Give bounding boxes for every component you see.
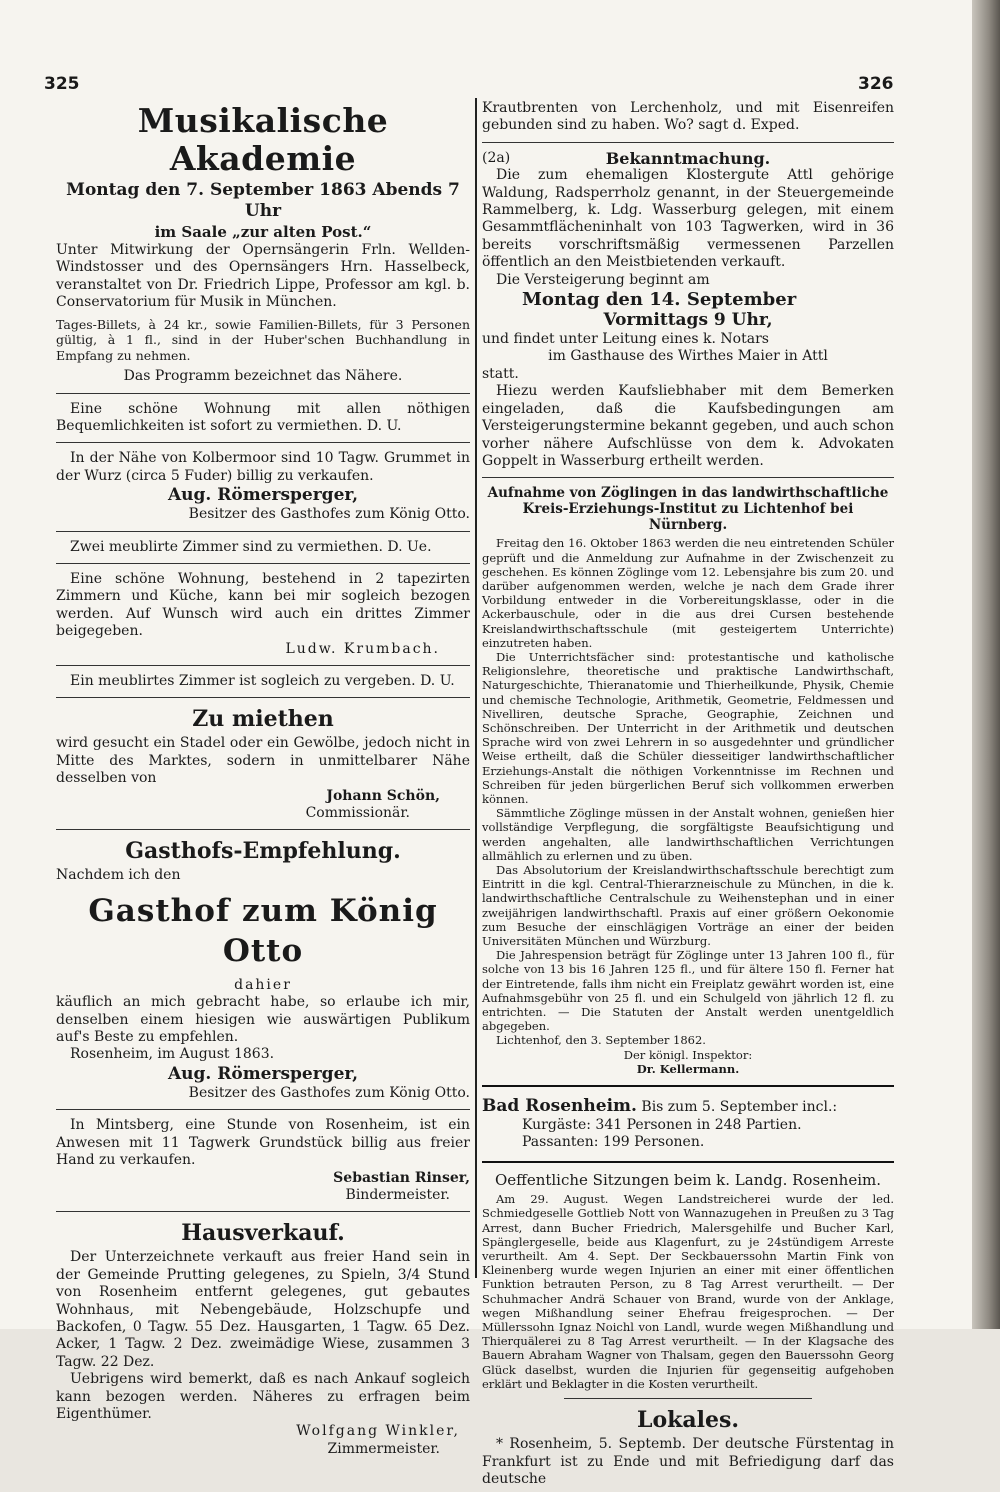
separator	[482, 477, 894, 478]
ad-krautbrenten: Krautbrenten von Lerchenholz, und mit Eisenreifen gebunden sind zu haben. Wo? sagt d. Exped.	[482, 100, 894, 134]
anwesen-body: In Mintsberg, eine Stunde von Rosenheim, ist ein Anwesen mit 11 Tagwerk Grundstück billig aus freier Hand zu verkaufen.	[56, 1117, 470, 1169]
ad-wohnung-1: Eine schöne Wohnung mit allen nöthigen Bequemlichkeiten ist sofort zu vermiethen. D. U.	[56, 400, 470, 434]
separator-short	[564, 1398, 811, 1399]
right-column	[482, 100, 894, 1492]
page-number-right: 326	[858, 74, 894, 94]
bad-kurgaeste: Kurgäste: 341 Personen in 248 Partien.	[522, 1117, 802, 1134]
hausverkauf-body-2: Uebrigens wird bemerkt, daß es nach Ankauf sogleich kann bezogen werden. Näheres zu erfragen beim Eigenthümer.	[56, 1371, 470, 1422]
gasthof-body: käuflich an mich gebracht habe, so erlaube ich mir, denselben einem hiesigen wie auswärtigen Publikum auf's Beste zu empfehlen.	[56, 994, 470, 1046]
grummet-signature: Aug. Römersperger,	[167, 485, 359, 506]
miethen-title: Zu miethen	[192, 706, 334, 733]
hausverkauf-body: Der Unterzeichnete verkauft aus freier Hand sein in der Gemeinde Prutting gelegenes, zu Spieln, 3/4 Stund von Rosenheim entfernt gelegenes, gut gebautes Wohnhaus, mit Nebengebäude, Holzschupfe und Backofen, 0 Tagw. 55 Dez. Hausgarten, 1 Tagw. 65 Dez. Acker, 1 Tagw. 2 Dez. zweimädige Wiese, zusammen 3 Tagw. 22 Dez.	[56, 1249, 470, 1370]
ad-bad-rosenheim	[482, 1096, 894, 1152]
separator	[56, 1109, 470, 1110]
gasthof-dahier: dahier	[234, 976, 292, 993]
bad-passanten: Passanten: 199 Personen.	[522, 1134, 705, 1151]
separator	[56, 563, 470, 564]
ad-akademie	[56, 102, 470, 386]
wohnung-2-signature: Ludw. Krumbach.	[285, 640, 440, 657]
gasthof-title: Gasthofs-Empfehlung.	[125, 838, 401, 865]
bekanntmachung-statt: statt.	[482, 365, 519, 382]
separator	[56, 531, 470, 532]
bekanntmachung-time: Vormittags 9 Uhr,	[603, 310, 773, 331]
separator	[56, 1211, 470, 1212]
separator	[56, 829, 470, 830]
gasthof-signature: Aug. Römersperger,	[167, 1063, 359, 1084]
akademie-body: Unter Mitwirkung der Opernsängerin Frln. Wellden-Windstosser und des Opernsängers Hrn. Hasselbeck, veranstaltet von Dr. Friedrich Lippe, Professor am kgl. b. Conservatorium für Musik in München.	[56, 242, 470, 311]
bekanntmachung-place: im Gasthause des Wirthes Maier in Attl	[548, 348, 828, 365]
hausverkauf-title: Hausverkauf.	[181, 1220, 345, 1247]
left-column	[56, 100, 470, 1462]
ad-bekanntmachung	[482, 150, 894, 471]
gasthof-role: Besitzer des Gasthofes zum König Otto.	[188, 1084, 470, 1101]
ad-aufnahme	[482, 485, 894, 1076]
ad-sitzungen	[482, 1172, 894, 1391]
separator-thick	[482, 1161, 894, 1163]
ad-zimmer-1: Ein meublirtes Zimmer ist sogleich zu vergeben. D. U.	[70, 673, 455, 689]
aufnahme-p3: Sämmtliche Zöglinge müssen in der Anstalt wohnen, genießen hier vollständige Verpflegung, die sorgfältigste Beaufsichtigung und werden angehalten, alle landwirthschaftlichen Verrichtungen allmählich zu erlernen und zu üben.	[482, 806, 894, 863]
miethen-role: Commissionär.	[305, 805, 410, 822]
page-edge-shadow	[972, 0, 1000, 1329]
gasthof-big-name: Gasthof zum König Otto	[88, 892, 438, 969]
ad-anwesen	[56, 1117, 470, 1204]
lokales-title: Lokales.	[636, 1407, 740, 1434]
page-number-left: 325	[44, 74, 80, 94]
akademie-date: Montag den 7. September 1863 Abends 7 Uhr	[66, 180, 460, 221]
aufnahme-signature: Dr. Kellermann.	[636, 1061, 740, 1076]
separator	[482, 142, 894, 143]
anwesen-signature: Sebastian Rinser,	[333, 1169, 470, 1186]
bad-until: Bis zum 5. September incl.:	[641, 1099, 838, 1116]
lokales-body: * Rosenheim, 5. Septemb. Der deutsche Fürstentag in Frankfurt ist zu Ende und mit Befriedigung darf das deutsche	[482, 1436, 894, 1487]
aufnahme-title: Aufnahme von Zöglingen in das landwirthschaftliche Kreis-Erziehungs-Institut zu Lichtenhof bei Nürnberg.	[487, 485, 889, 534]
bekanntmachung-mid: und findet unter Leitung eines k. Notars	[482, 331, 769, 348]
ad-hausverkauf	[56, 1219, 470, 1458]
grummet-role: Besitzer des Gasthofes zum König Otto.	[188, 506, 470, 523]
separator	[56, 665, 470, 666]
bekanntmachung-date: Montag den 14. September	[522, 289, 797, 311]
aufnahme-p2: Die Unterrichtsfächer sind: protestantische und katholische Religionslehre, theoretische und praktische Landwirthschaft, Naturgeschichte, Thieranatomie und Thierheilkunde, Physik, Chemie und chemische Technologie, Arithmetik, Geometrie, Feldmessen und Nivelliren, deutsche Sprache, Geographie, Zeichnen und Schönschreiben. Der Unterricht in der Arithmetik und deutschen Sprache wird von zwei Lehrern in so ausgedehnter und gründlicher Weise ertheilt, daß die Schüler diesseitiger landwirthschaftlicher Erziehungs-Anstalt die nöthigen Vorkenntnisse im Rechnen und Schreiben für jeden bürgerlichen Beruf sich vollkommen erwerben können.	[482, 649, 894, 806]
aufnahme-p4: Das Absolutorium der Kreislandwirthschaftsschule berechtigt zum Eintritt in die kgl. Central-Thierarzneischule zu München, in die k. landwirthschaftliche Centralschule zu Weihenstephan und in einer zweijährigen landwirthschaftl. Praxis auf einer größern Oekonomie zum Besuche der einschlägigen Vorträge an einer der beiden Universitäten München und Würzburg.	[482, 862, 894, 948]
akademie-title: Musikalische Akademie	[137, 101, 389, 178]
bekanntmachung-title: Bekanntmachung.	[605, 148, 771, 168]
aufnahme-p5: Die Jahrespension beträgt für Zöglinge unter 13 Jahren 100 fl., für solche von 13 bis 16 Jahren 125 fl., und für ältere 150 fl. Ferner hat der Eintretende, falls ihm nicht ein Freiplatz gewährt worden ist, eine Aufnahmsgebühr von 25 fl. und ein Schulgeld von jährlich 12 fl. zu entrichten. — Die Statuten der Anstalt werden unentgeldlich abgegeben.	[482, 948, 894, 1034]
sitzungen-body: Am 29. August. Wegen Landstreicherei wurde der led. Schmiedgeselle Gottlieb Nott von Wannazugehen in Preußen zu 3 Tag Arrest, dann Bucher Friedrich, Malersgehilfe und Bucher Karl, Spänglergeselle, beide aus Klagenfurt, zu je 24stündigem Arreste verurtheilt. Am 4. Sept. Der Seckbauerssohn Martin Fink von Kleinenberg wurde wegen Injurien an einer mit einer öffentlichen Funktion betrauten Person, zu 8 Tag Arrest verurtheilt. — Der Schuhmacher Andrä Schauer von Brand, wurde von der Anklage, wegen Mißhandlung seiner Ehefrau freigesprochen. — Der Müllerssohn Ignaz Noichl von Landl, wurde wegen Mißhandlung und Thierquälerei zu 8 Tag Arrest verurtheilt. — In der Klagsache des Bauern Abraham Wagner von Thalsam, gegen den Bauerssohn Georg Glück daselbst, wurden die Injurien für gegenseitig aufgehoben erklärt und Beklagter in die Kosten verurtheilt.	[482, 1192, 894, 1391]
column-divider	[475, 98, 477, 1278]
ad-zu-miethen	[56, 705, 470, 822]
anwesen-role: Bindermeister.	[345, 1186, 450, 1203]
wohnung-2-body: Eine schöne Wohnung, bestehend in 2 tapezirten Zimmern und Küche, kann bei mir sogleich bezogen werden. Auf Wunsch wird auch ein drittes Zimmer beigegeben.	[56, 570, 470, 640]
hausverkauf-signature: Wolfgang Winkler,	[296, 1423, 460, 1440]
separator	[56, 697, 470, 698]
miethen-signature: Johann Schön,	[326, 787, 440, 804]
bad-title: Bad Rosenheim.	[482, 1096, 637, 1117]
hausverkauf-role: Zimmermeister.	[327, 1440, 440, 1457]
akademie-program: Das Programm bezeichnet das Nähere.	[123, 368, 403, 385]
sitzungen-title: Oeffentliche Sitzungen beim k. Landg. Rosenheim.	[494, 1170, 881, 1189]
bekanntmachung-begin: Die Versteigerung beginnt am	[496, 271, 710, 288]
ad-wohnung-2	[56, 571, 470, 658]
akademie-venue: im Saale „zur alten Post.“	[154, 223, 372, 241]
aufnahme-p1: Freitag den 16. Oktober 1863 werden die neu eintretenden Schüler geprüft und die Anmeldung zur Aufnahme in der Zwischenzeit zu geschehen. Es können Zöglinge vom 12. Lebensjahre bis zum 20. und darüber aufgenommen werden, welche je nach dem Grade ihrer Vorbildung entweder in die Vorbereitungsklasse, oder in die Ackerbauschule, oder in die aus drei Cursen bestehende Kreislandwirthschaftsschule (mit gesteigertem Unterrichte) einzutreten haben.	[482, 536, 894, 650]
aufnahme-place-date: Lichtenhof, den 3. September 1862.	[496, 1033, 706, 1048]
ad-gasthof	[56, 837, 470, 1102]
grummet-body: In der Nähe von Kolbermoor sind 10 Tagw. Grummet in der Wurz (circa 5 Fuder) billig zu verkaufen.	[56, 450, 470, 484]
bekanntmachung-number: (2a)	[482, 149, 511, 166]
separator	[56, 393, 470, 394]
separator-thick	[482, 1085, 894, 1087]
ad-zimmer-2: Zwei meublirte Zimmer sind zu vermiethen. D. Ue.	[70, 538, 432, 555]
akademie-tickets: Tages-Billets, à 24 kr., sowie Familien-Billets, für 3 Personen gültig, à 1 fl., sind in der Huber'schen Buchhandlung in Empfang zu nehmen.	[56, 316, 470, 363]
bekanntmachung-body: Die zum ehemaligen Klostergute Attl gehörige Waldung, Radsperrholz genannt, in der Steuergemeinde Rammelberg, k. Ldg. Wasserburg gelegen, mit einem Gesammtflächeninhalt von 103 Tagwerken, wird in 36 bereits vorschriftsmäßig vermessenen Parzellen öffentlich an den Meistbietenden verkauft.	[482, 167, 894, 271]
gasthof-intro: Nachdem ich den	[56, 867, 181, 884]
miethen-body: wird gesucht ein Stadel oder ein Gewölbe, jedoch nicht in Mitte des Marktes, sodern in unmittelbarer Nähe desselben von	[56, 735, 470, 787]
section-lokales	[482, 1406, 894, 1488]
ad-grummet	[56, 450, 470, 523]
separator	[56, 442, 470, 443]
gasthof-place-date: Rosenheim, im August 1863.	[70, 1046, 275, 1063]
aufnahme-inspector: Der königl. Inspektor:	[623, 1047, 753, 1062]
bekanntmachung-body-2: Hiezu werden Kaufsliebhaber mit dem Bemerken eingeladen, daß die Kaufsbedingungen am Versteigerungstermine bekannt gegeben, und auch schon vorher nähere Aufschlüsse von dem k. Advokaten Goppelt in Wasserburg ertheilt werden.	[482, 383, 894, 469]
